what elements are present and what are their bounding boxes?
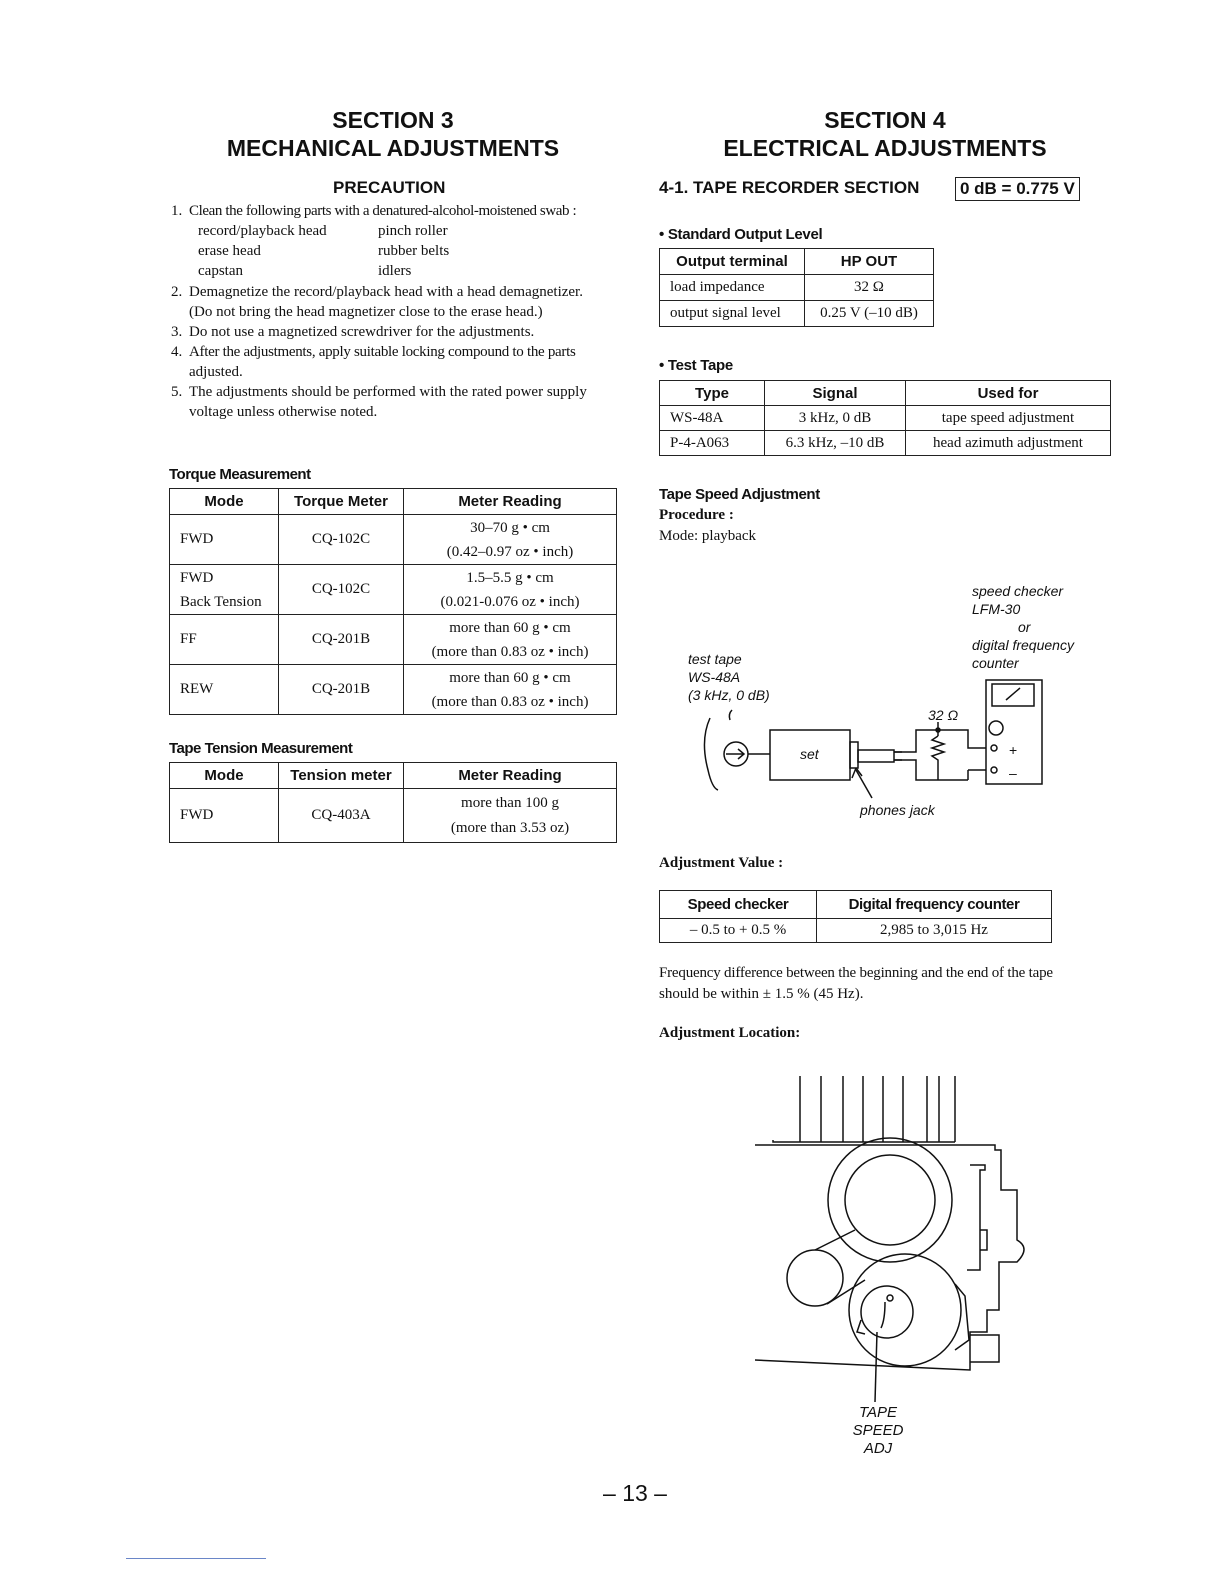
test-tape-table [659,380,1111,456]
table-row [660,275,934,301]
torque-mode: FF [170,615,279,665]
set-label: set [800,746,819,762]
speed-checker-label: speed checker LFM-30 or digital frequency counter [972,583,1074,671]
minus-label: – [1009,765,1017,781]
precaution-heading: PRECAUTION [333,178,446,197]
table-row [660,919,1052,943]
adjustment-location-heading: Adjustment Location: [659,1025,801,1041]
mechanism-drawing [755,1070,1045,1410]
table-row [170,515,617,565]
torque-meter: CQ-201B [279,665,404,715]
torque-heading: Torque Measurement [169,466,311,483]
av-col-speed-checker: Speed checker [660,891,817,919]
torque-reading: more than 60 g • cm (more than 0.83 oz • inch) [404,665,617,715]
std-param: output signal level [660,301,805,327]
parts-row: erase head rubber belts [198,243,450,259]
tt-signal: 3 kHz, 0 dB [765,406,906,431]
av-col-dfc: Digital frequency counter [817,891,1052,919]
phones-jack-label: phones jack [860,802,935,818]
precaution-item-4: 4. After the adjustments, apply suitable locking compound to the parts adjusted. [171,344,576,380]
tension-col-meter: Tension meter [279,763,404,789]
std-value: 0.25 V (–10 dB) [805,301,934,327]
std-value: 32 Ω [805,275,934,301]
section3-number: SECTION 3 [332,107,454,133]
av-dfc-value: 2,985 to 3,015 Hz [817,919,1052,943]
frequency-difference-note: Frequency difference between the beginning and the end of the tape should be within ± 1.5 % (45 Hz). [659,965,1053,1002]
std-output-table [659,248,934,327]
page-number: – 13 – [603,1480,667,1506]
tt-col-signal: Signal [765,381,906,406]
tt-type: P-4-A063 [660,431,765,456]
tt-usedfor: head azimuth adjustment [906,431,1111,456]
std-col-terminal: Output terminal [660,249,805,275]
test-tape-heading: • Test Tape [659,357,733,374]
precaution-item-3: 3. Do not use a magnetized screwdriver for the adjustments. [171,324,535,340]
torque-meter: CQ-102C [279,565,404,615]
torque-col-mode: Mode [170,489,279,515]
tape-speed-heading: Tape Speed Adjustment [659,486,820,503]
parts-row: record/playback head pinch roller [198,223,448,239]
torque-meter: CQ-201B [279,615,404,665]
torque-mode: FWD Back Tension [170,565,279,615]
connector-pins [773,1076,955,1142]
tt-col-type: Type [660,381,765,406]
tension-reading: more than 100 g (more than 3.53 oz) [404,789,617,843]
precaution-item-2: 2. Demagnetize the record/playback head with a head demagnetizer. (Do not bring the head magnetizer close to the erase head.) [171,284,583,320]
mode-playback: Mode: playback [659,528,757,544]
procedure-label: Procedure : [659,507,734,523]
table-row [170,615,617,665]
section3-heading [168,106,618,162]
tension-meter: CQ-403A [279,789,404,843]
section4-heading [660,106,1110,162]
table-row [170,665,617,715]
tt-type: WS-48A [660,406,765,431]
section4-title: ELECTRICAL ADJUSTMENTS [723,135,1047,161]
adjustment-value-table [659,890,1052,943]
plus-label: + [1009,742,1018,758]
av-speed-value: – 0.5 to + 0.5 % [660,919,817,943]
tt-usedfor: tape speed adjustment [906,406,1111,431]
torque-reading: more than 60 g • cm (more than 0.83 oz • inch) [404,615,617,665]
precaution-item-5: 5. The adjustments should be performed with the rated power supply voltage unless otherwise noted. [171,384,587,420]
adjustment-value-heading: Adjustment Value : [659,855,784,871]
tape-recorder-section-heading: 4-1. TAPE RECORDER SECTION [659,178,920,197]
std-param: load impedance [660,275,805,301]
motor [849,1254,961,1366]
precaution-list [171,201,631,221]
tension-table [169,762,617,843]
resistor-label: 32 Ω [928,707,959,723]
tape-speed-adj-label: TAPE SPEED ADJ [852,1404,904,1457]
std-col-hpout: HP OUT [805,249,934,275]
table-row [660,301,934,327]
tape-reel-icon [704,718,718,790]
section4-number: SECTION 4 [824,107,946,133]
torque-meter: CQ-102C [279,515,404,565]
tension-col-reading: Meter Reading [404,763,617,789]
table-row [170,789,617,843]
torque-table [169,488,617,715]
torque-mode: FWD [170,515,279,565]
tension-heading: Tape Tension Measurement [169,740,353,757]
tt-col-usedfor: Used for [906,381,1111,406]
parts-row: capstan idlers [198,263,412,279]
precaution-list-cont [171,282,641,422]
torque-col-reading: Meter Reading [404,489,617,515]
set-box [770,730,850,780]
torque-mode: REW [170,665,279,715]
test-tape-label: test tape WS-48A (3 kHz, 0 dB) [688,651,770,703]
table-row [660,431,1111,456]
bottom-rule [126,1558,266,1559]
capstan-flywheel [828,1138,952,1262]
torque-reading: 30–70 g • cm (0.42–0.97 oz • inch) [404,515,617,565]
torque-reading: 1.5–5.5 g • cm (0.021-0.076 oz • inch) [404,565,617,615]
table-row [660,406,1111,431]
precaution-item-1: 1. Clean the following parts with a denatured-alcohol-moistened swab : [171,203,577,219]
speed-adjustment-diagram [690,670,1060,810]
tension-mode: FWD [170,789,279,843]
db-reference-box: 0 dB = 0.775 V [955,177,1080,201]
section3-title: MECHANICAL ADJUSTMENTS [226,135,560,161]
tension-col-mode: Mode [170,763,279,789]
resistor-icon [932,736,944,780]
std-output-heading: • Standard Output Level [659,226,823,243]
parts-list [198,221,449,281]
small-pulley [787,1250,843,1306]
tt-signal: 6.3 kHz, –10 dB [765,431,906,456]
table-row [170,565,617,615]
torque-col-meter: Torque Meter [279,489,404,515]
